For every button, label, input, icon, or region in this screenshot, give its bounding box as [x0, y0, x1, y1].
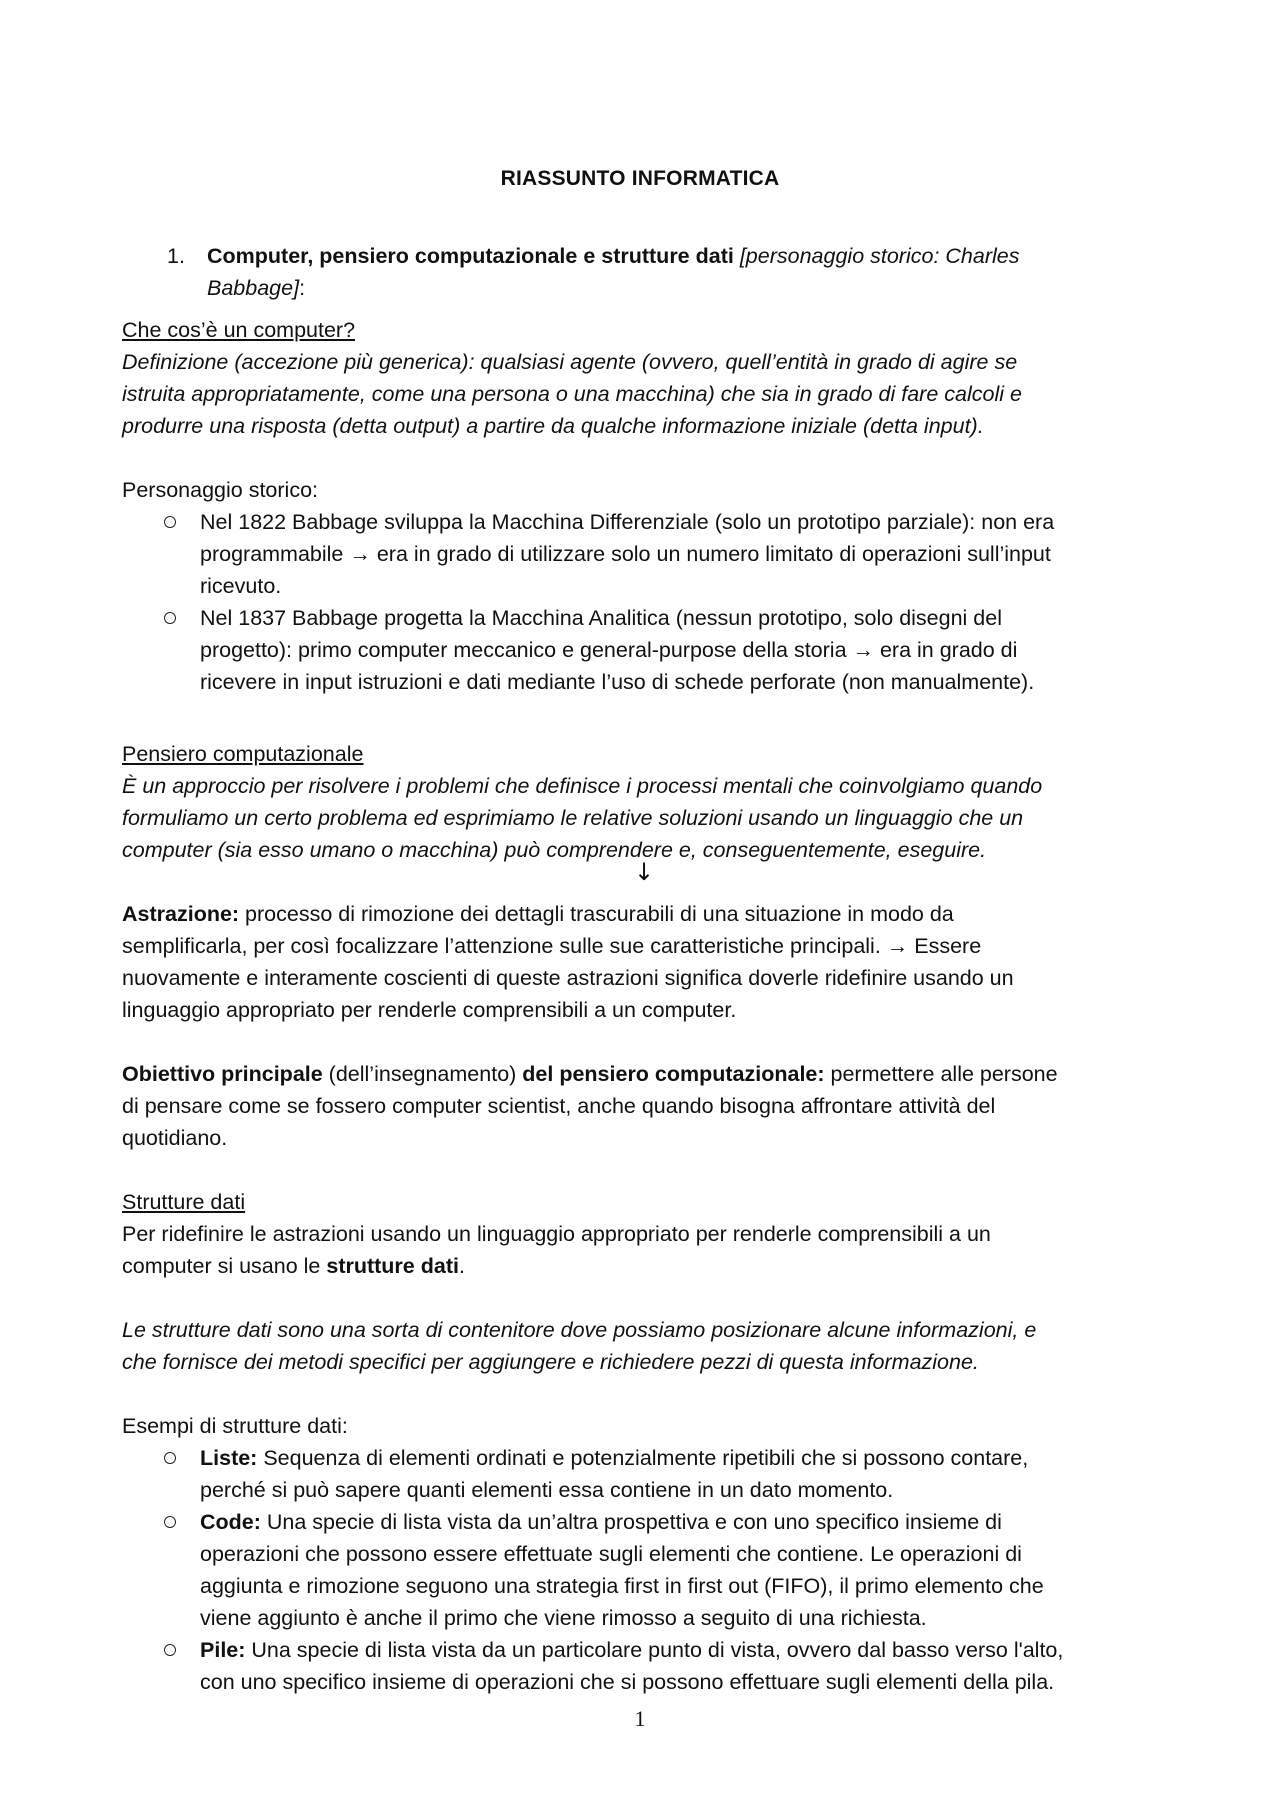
computer-definition-line: Definizione (accezione più generica): qualsiasi agente (ovvero, quell’entità in grado di agire se — [122, 350, 1018, 374]
section-heading-cont — [207, 272, 305, 304]
astrazione-line: linguaggio appropriato per renderle comprensibili a un computer. — [122, 998, 737, 1022]
bullet-icon — [164, 1452, 176, 1464]
document-title: RIASSUNTO INFORMATICA — [500, 167, 780, 190]
example-item-line — [200, 1634, 1063, 1666]
pensiero-heading: Pensiero computazionale — [122, 742, 364, 766]
strutture-intro-pre: computer si usano le — [122, 1254, 327, 1278]
section-heading-italic-2: Babbage] — [207, 276, 300, 300]
strutture-italic-line: Le strutture dati sono una sorta di contenitore dove possiamo posizionare alcune informazioni, e — [122, 1318, 1037, 1342]
bullet-icon — [164, 1516, 176, 1528]
computer-definition-line: istruita appropriatamente, come una persona o una macchina) che sia in grado di fare calcoli e — [122, 382, 1022, 406]
section-heading-italic: [personaggio storico: Charles — [739, 244, 1020, 268]
obiettivo-line: di pensare come se fossero computer scientist, anche quando bisogna affrontare attività del — [122, 1094, 996, 1118]
bullet-icon — [164, 612, 176, 624]
strutture-intro-line — [122, 1250, 465, 1282]
section-number: 1. — [167, 244, 185, 268]
pensiero-definition-line: computer (sia esso umano o macchina) può comprendere e, conseguentemente, eseguire. — [122, 838, 987, 862]
strutture-intro-bold: strutture dati — [326, 1254, 459, 1278]
example-item-line: perché si può sapere quanti elementi essa contiene in un dato momento. — [200, 1478, 894, 1502]
astrazione-line: nuovamente e interamente coscienti di queste astrazioni significa doverle ridefinire usando un — [122, 966, 1014, 990]
section-heading — [207, 240, 1019, 272]
example-text: Sequenza di elementi ordinati e potenzialmente ripetibili che si possono contare, — [257, 1446, 1029, 1470]
computer-heading: Che cos’è un computer? — [122, 318, 356, 342]
arrow-down-icon: ↓ — [634, 858, 655, 886]
section-heading-bold: Computer, pensiero computazionale e strutture dati — [207, 244, 734, 268]
bullet-icon — [164, 1644, 176, 1656]
computer-definition-line: produrre una risposta (detta output) a partire da qualche informazione iniziale (detta input). — [122, 414, 984, 438]
pensiero-definition-line: È un approccio per risolvere i problemi che definisce i processi mentali che coinvolgiamo quando — [122, 774, 1043, 798]
example-label: Code: — [200, 1510, 261, 1534]
astrazione-text: processo di rimozione dei dettagli trascurabili di una situazione in modo da — [239, 902, 954, 926]
examples-label: Esempi di strutture dati: — [122, 1414, 348, 1438]
page-number: 1 — [634, 1706, 646, 1731]
obiettivo-bold: del pensiero computazionale: — [522, 1062, 825, 1086]
historical-bullet-line: Nel 1837 Babbage progetta la Macchina Analitica (nessun prototipo, solo disegni del — [200, 606, 1002, 630]
example-item-line: con uno specifico insieme di operazioni che si possono effettuare sugli elementi della pila. — [200, 1670, 1055, 1694]
astrazione-label: Astrazione: — [122, 902, 240, 926]
obiettivo-line — [122, 1058, 1058, 1090]
bullet-icon — [164, 516, 176, 528]
section-heading-colon: : — [299, 276, 306, 300]
example-label: Pile: — [200, 1638, 246, 1662]
obiettivo-line: quotidiano. — [122, 1126, 228, 1150]
strutture-italic-line: che fornisce dei metodi specifici per aggiungere e richiedere pezzi di questa informazione. — [122, 1350, 979, 1374]
historical-label: Personaggio storico: — [122, 478, 318, 502]
astrazione-line: semplificarla, per così focalizzare l’attenzione sulle sue caratteristiche principali. → Essere — [122, 934, 982, 958]
example-label: Liste: — [200, 1446, 258, 1470]
example-item-line: viene aggiunto è anche il primo che viene rimosso a seguito di una richiesta. — [200, 1606, 927, 1630]
example-text: Una specie di lista vista da un’altra prospettiva e con uno specifico insieme di — [260, 1510, 1002, 1534]
historical-bullet-line: programmabile → era in grado di utilizzare solo un numero limitato di operazioni sull’input — [200, 542, 1051, 566]
example-item-line — [200, 1506, 1002, 1538]
astrazione-line — [122, 898, 954, 930]
example-item-line: aggiunta e rimozione seguono una strategia first in first out (FIFO), il primo elemento che — [200, 1574, 1044, 1598]
strutture-heading: Strutture dati — [122, 1190, 246, 1214]
strutture-intro-post: . — [458, 1254, 465, 1278]
obiettivo-text: permettere alle persone — [824, 1062, 1058, 1086]
example-item-line — [200, 1442, 1028, 1474]
historical-bullet-line: ricevuto. — [200, 574, 282, 598]
example-text: Una specie di lista vista da un particolare punto di vista, ovvero dal basso verso l'alto, — [245, 1638, 1064, 1662]
pensiero-definition-line: formuliamo un certo problema ed esprimiamo le relative soluzioni usando un linguaggio che un — [122, 806, 1024, 830]
historical-bullet-line: ricevere in input istruzioni e dati mediante l’uso di schede perforate (non manualmente). — [200, 670, 1035, 694]
historical-bullet-line: Nel 1822 Babbage sviluppa la Macchina Differenziale (solo un prototipo parziale): non era — [200, 510, 1055, 534]
obiettivo-bold: Obiettivo principale — [122, 1062, 323, 1086]
strutture-intro-line: Per ridefinire le astrazioni usando un linguaggio appropriato per renderle comprensibili a un — [122, 1222, 991, 1246]
obiettivo-mid: (dell’insegnamento) — [322, 1062, 523, 1086]
historical-bullet-line: progetto): primo computer meccanico e general-purpose della storia → era in grado di — [200, 638, 1018, 662]
example-item-line: operazioni che possono essere effettuate sugli elementi che contiene. Le operazioni di — [200, 1542, 1022, 1566]
